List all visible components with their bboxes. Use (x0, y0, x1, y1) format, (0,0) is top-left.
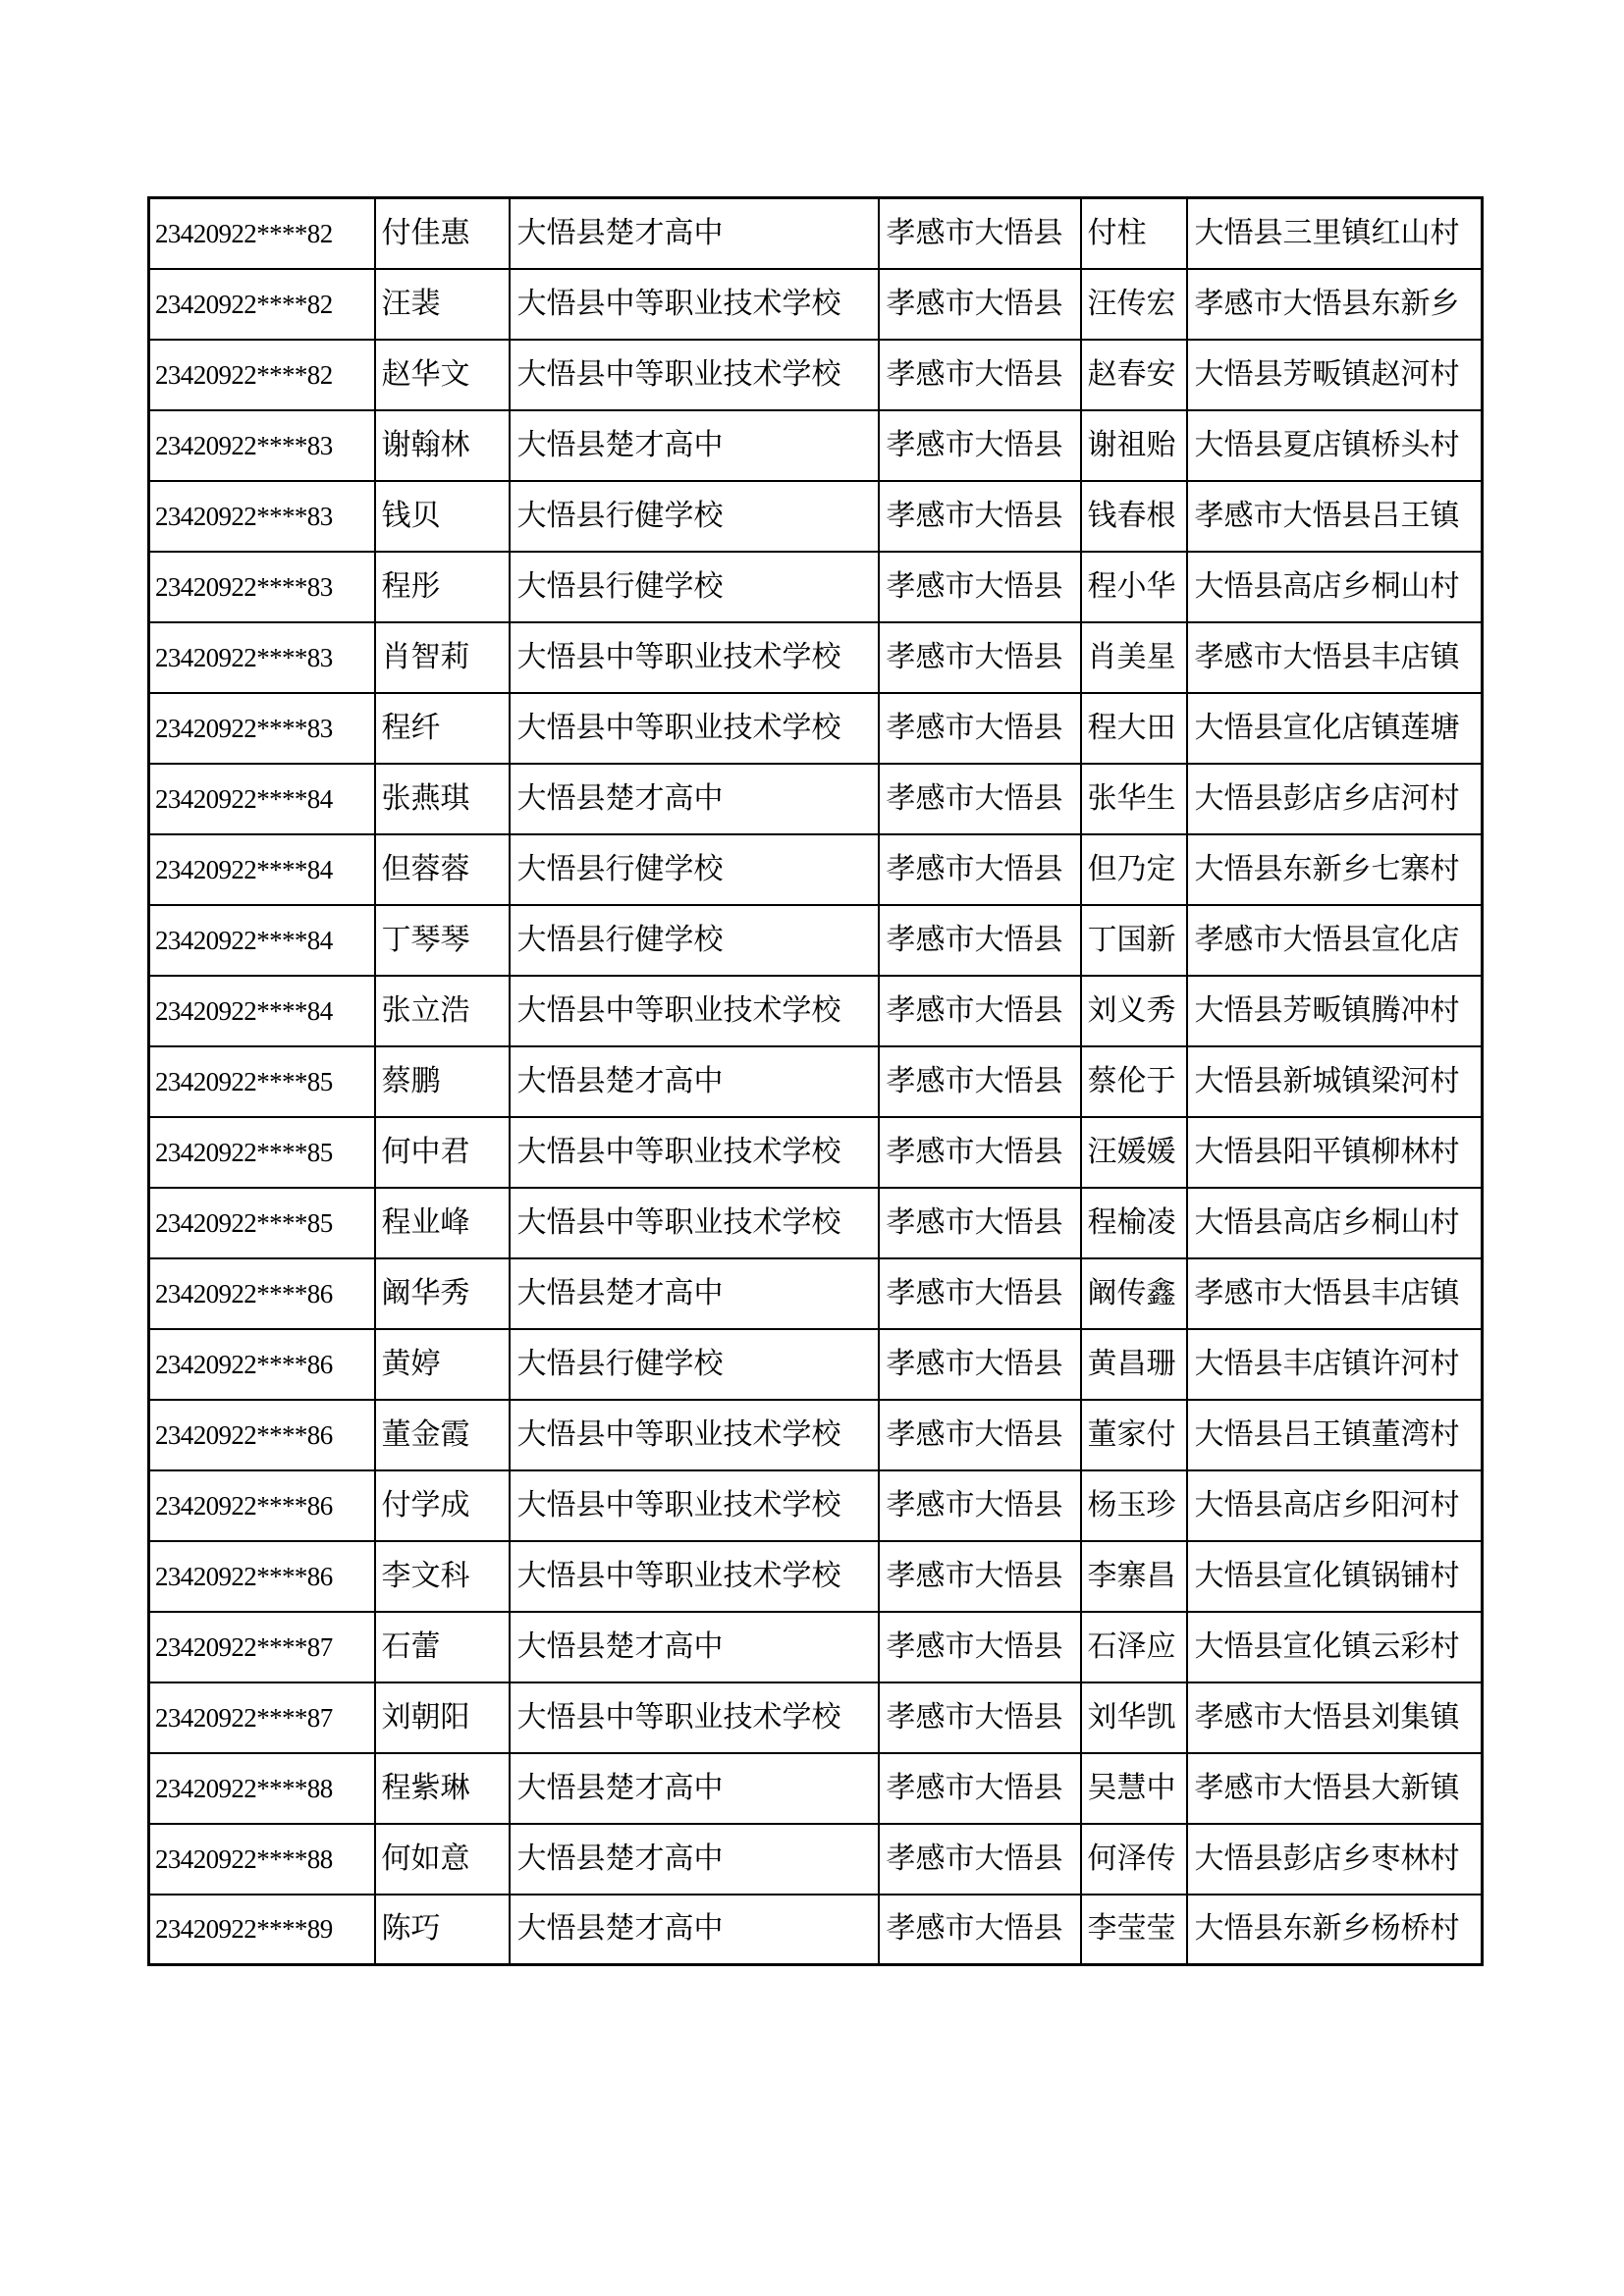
table-row (149, 1682, 1483, 1753)
table-row (149, 340, 1483, 410)
table-row (149, 410, 1483, 481)
table-row (149, 1329, 1483, 1400)
home-address-cell: 大悟县丰店镇许河村 (1187, 1329, 1483, 1400)
school-cell: 大悟县中等职业技术学校 (510, 269, 879, 340)
home-address-cell: 大悟县宣化店镇莲塘 (1187, 693, 1483, 764)
region-cell: 孝感市大悟县 (879, 410, 1081, 481)
student-id-cell: 23420922****87 (149, 1612, 375, 1682)
student-id-cell: 23420922****83 (149, 693, 375, 764)
guardian-name-cell: 程榆凌 (1081, 1188, 1187, 1258)
table-row (149, 834, 1483, 905)
student-name-cell: 付学成 (375, 1470, 510, 1541)
guardian-name-cell: 阚传鑫 (1081, 1258, 1187, 1329)
student-name-cell: 汪裴 (375, 269, 510, 340)
student-id-cell: 23420922****88 (149, 1753, 375, 1824)
guardian-name-cell: 刘华凯 (1081, 1682, 1187, 1753)
student-id-cell: 23420922****85 (149, 1188, 375, 1258)
guardian-name-cell: 汪媛媛 (1081, 1117, 1187, 1188)
region-cell: 孝感市大悟县 (879, 1612, 1081, 1682)
table-row (149, 1258, 1483, 1329)
guardian-name-cell: 李莹莹 (1081, 1895, 1187, 1965)
table-row (149, 481, 1483, 552)
home-address-cell: 大悟县彭店乡枣林村 (1187, 1824, 1483, 1895)
school-cell: 大悟县行健学校 (510, 834, 879, 905)
guardian-name-cell: 但乃定 (1081, 834, 1187, 905)
student-name-cell: 谢翰林 (375, 410, 510, 481)
home-address-cell: 大悟县彭店乡店河村 (1187, 764, 1483, 834)
student-id-cell: 23420922****88 (149, 1824, 375, 1895)
guardian-name-cell: 付柱 (1081, 198, 1187, 269)
region-cell: 孝感市大悟县 (879, 1753, 1081, 1824)
student-name-cell: 赵华文 (375, 340, 510, 410)
school-cell: 大悟县楚才高中 (510, 764, 879, 834)
student-id-cell: 23420922****85 (149, 1117, 375, 1188)
student-name-cell: 陈巧 (375, 1895, 510, 1965)
school-cell: 大悟县楚才高中 (510, 198, 879, 269)
region-cell: 孝感市大悟县 (879, 1541, 1081, 1612)
student-id-cell: 23420922****89 (149, 1895, 375, 1965)
region-cell: 孝感市大悟县 (879, 1258, 1081, 1329)
home-address-cell: 孝感市大悟县丰店镇 (1187, 1258, 1483, 1329)
guardian-name-cell: 吴慧中 (1081, 1753, 1187, 1824)
home-address-cell: 大悟县高店乡桐山村 (1187, 1188, 1483, 1258)
home-address-cell: 大悟县东新乡杨桥村 (1187, 1895, 1483, 1965)
table-row (149, 1470, 1483, 1541)
home-address-cell: 大悟县芳畈镇赵河村 (1187, 340, 1483, 410)
table-row (149, 905, 1483, 976)
student-name-cell: 蔡鹏 (375, 1046, 510, 1117)
student-name-cell: 张燕琪 (375, 764, 510, 834)
region-cell: 孝感市大悟县 (879, 905, 1081, 976)
student-name-cell: 程纤 (375, 693, 510, 764)
student-id-cell: 23420922****87 (149, 1682, 375, 1753)
home-address-cell: 大悟县新城镇梁河村 (1187, 1046, 1483, 1117)
home-address-cell: 孝感市大悟县宣化店 (1187, 905, 1483, 976)
guardian-name-cell: 丁国新 (1081, 905, 1187, 976)
table-row (149, 269, 1483, 340)
school-cell: 大悟县楚才高中 (510, 410, 879, 481)
table-row (149, 1117, 1483, 1188)
table-row (149, 1895, 1483, 1965)
guardian-name-cell: 董家付 (1081, 1400, 1187, 1470)
student-name-cell: 肖智莉 (375, 622, 510, 693)
guardian-name-cell: 肖美星 (1081, 622, 1187, 693)
student-name-cell: 董金霞 (375, 1400, 510, 1470)
home-address-cell: 孝感市大悟县丰店镇 (1187, 622, 1483, 693)
school-cell: 大悟县楚才高中 (510, 1824, 879, 1895)
guardian-name-cell: 石泽应 (1081, 1612, 1187, 1682)
region-cell: 孝感市大悟县 (879, 198, 1081, 269)
home-address-cell: 孝感市大悟县吕王镇 (1187, 481, 1483, 552)
table-row (149, 1046, 1483, 1117)
guardian-name-cell: 李寨昌 (1081, 1541, 1187, 1612)
school-cell: 大悟县楚才高中 (510, 1258, 879, 1329)
student-name-cell: 程业峰 (375, 1188, 510, 1258)
student-name-cell: 何如意 (375, 1824, 510, 1895)
region-cell: 孝感市大悟县 (879, 1824, 1081, 1895)
student-id-cell: 23420922****83 (149, 552, 375, 622)
region-cell: 孝感市大悟县 (879, 622, 1081, 693)
region-cell: 孝感市大悟县 (879, 552, 1081, 622)
school-cell: 大悟县中等职业技术学校 (510, 693, 879, 764)
table-body (149, 198, 1483, 1965)
student-id-cell: 23420922****86 (149, 1329, 375, 1400)
guardian-name-cell: 谢祖贻 (1081, 410, 1187, 481)
table-row (149, 693, 1483, 764)
student-name-cell: 黄婷 (375, 1329, 510, 1400)
home-address-cell: 大悟县夏店镇桥头村 (1187, 410, 1483, 481)
student-name-cell: 李文科 (375, 1541, 510, 1612)
student-name-cell: 程彤 (375, 552, 510, 622)
student-name-cell: 钱贝 (375, 481, 510, 552)
school-cell: 大悟县楚才高中 (510, 1612, 879, 1682)
guardian-name-cell: 汪传宏 (1081, 269, 1187, 340)
region-cell: 孝感市大悟县 (879, 764, 1081, 834)
table-row (149, 1753, 1483, 1824)
student-name-cell: 付佳惠 (375, 198, 510, 269)
table-row (149, 622, 1483, 693)
student-id-cell: 23420922****86 (149, 1258, 375, 1329)
region-cell: 孝感市大悟县 (879, 340, 1081, 410)
region-cell: 孝感市大悟县 (879, 269, 1081, 340)
student-id-cell: 23420922****83 (149, 622, 375, 693)
home-address-cell: 大悟县高店乡桐山村 (1187, 552, 1483, 622)
table-row (149, 1612, 1483, 1682)
student-name-cell: 何中君 (375, 1117, 510, 1188)
region-cell: 孝感市大悟县 (879, 1400, 1081, 1470)
home-address-cell: 大悟县三里镇红山村 (1187, 198, 1483, 269)
guardian-name-cell: 杨玉珍 (1081, 1470, 1187, 1541)
guardian-name-cell: 赵春安 (1081, 340, 1187, 410)
region-cell: 孝感市大悟县 (879, 976, 1081, 1046)
home-address-cell: 大悟县宣化镇云彩村 (1187, 1612, 1483, 1682)
guardian-name-cell: 蔡伦于 (1081, 1046, 1187, 1117)
region-cell: 孝感市大悟县 (879, 1682, 1081, 1753)
guardian-name-cell: 黄昌珊 (1081, 1329, 1187, 1400)
school-cell: 大悟县中等职业技术学校 (510, 1682, 879, 1753)
guardian-name-cell: 何泽传 (1081, 1824, 1187, 1895)
student-roster-table (147, 196, 1484, 1966)
table-row (149, 1188, 1483, 1258)
school-cell: 大悟县楚才高中 (510, 1895, 879, 1965)
student-name-cell: 石蕾 (375, 1612, 510, 1682)
student-id-cell: 23420922****84 (149, 976, 375, 1046)
student-id-cell: 23420922****86 (149, 1400, 375, 1470)
region-cell: 孝感市大悟县 (879, 1329, 1081, 1400)
student-id-cell: 23420922****84 (149, 834, 375, 905)
home-address-cell: 大悟县东新乡七寨村 (1187, 834, 1483, 905)
home-address-cell: 大悟县芳畈镇腾冲村 (1187, 976, 1483, 1046)
student-id-cell: 23420922****82 (149, 340, 375, 410)
school-cell: 大悟县楚才高中 (510, 1753, 879, 1824)
school-cell: 大悟县中等职业技术学校 (510, 622, 879, 693)
student-id-cell: 23420922****86 (149, 1470, 375, 1541)
table-row (149, 976, 1483, 1046)
table-row (149, 198, 1483, 269)
school-cell: 大悟县行健学校 (510, 552, 879, 622)
student-id-cell: 23420922****83 (149, 481, 375, 552)
home-address-cell: 大悟县阳平镇柳林村 (1187, 1117, 1483, 1188)
school-cell: 大悟县中等职业技术学校 (510, 340, 879, 410)
student-name-cell: 刘朝阳 (375, 1682, 510, 1753)
school-cell: 大悟县行健学校 (510, 905, 879, 976)
student-id-cell: 23420922****85 (149, 1046, 375, 1117)
home-address-cell: 孝感市大悟县大新镇 (1187, 1753, 1483, 1824)
region-cell: 孝感市大悟县 (879, 693, 1081, 764)
school-cell: 大悟县中等职业技术学校 (510, 976, 879, 1046)
table-row (149, 1824, 1483, 1895)
school-cell: 大悟县中等职业技术学校 (510, 1470, 879, 1541)
table-row (149, 1400, 1483, 1470)
school-cell: 大悟县行健学校 (510, 1329, 879, 1400)
student-aid-table-page (147, 196, 1481, 1966)
region-cell: 孝感市大悟县 (879, 1188, 1081, 1258)
home-address-cell: 大悟县高店乡阳河村 (1187, 1470, 1483, 1541)
student-id-cell: 23420922****82 (149, 269, 375, 340)
region-cell: 孝感市大悟县 (879, 481, 1081, 552)
student-id-cell: 23420922****82 (149, 198, 375, 269)
guardian-name-cell: 张华生 (1081, 764, 1187, 834)
student-name-cell: 阚华秀 (375, 1258, 510, 1329)
home-address-cell: 孝感市大悟县刘集镇 (1187, 1682, 1483, 1753)
home-address-cell: 孝感市大悟县东新乡 (1187, 269, 1483, 340)
student-id-cell: 23420922****84 (149, 905, 375, 976)
region-cell: 孝感市大悟县 (879, 1470, 1081, 1541)
region-cell: 孝感市大悟县 (879, 1117, 1081, 1188)
guardian-name-cell: 程小华 (1081, 552, 1187, 622)
student-name-cell: 丁琴琴 (375, 905, 510, 976)
student-name-cell: 程紫琳 (375, 1753, 510, 1824)
school-cell: 大悟县中等职业技术学校 (510, 1541, 879, 1612)
table-row (149, 764, 1483, 834)
student-id-cell: 23420922****84 (149, 764, 375, 834)
school-cell: 大悟县中等职业技术学校 (510, 1117, 879, 1188)
home-address-cell: 大悟县宣化镇锅铺村 (1187, 1541, 1483, 1612)
school-cell: 大悟县中等职业技术学校 (510, 1400, 879, 1470)
region-cell: 孝感市大悟县 (879, 1046, 1081, 1117)
guardian-name-cell: 钱春根 (1081, 481, 1187, 552)
student-id-cell: 23420922****83 (149, 410, 375, 481)
home-address-cell: 大悟县吕王镇董湾村 (1187, 1400, 1483, 1470)
table-row (149, 552, 1483, 622)
school-cell: 大悟县楚才高中 (510, 1046, 879, 1117)
region-cell: 孝感市大悟县 (879, 834, 1081, 905)
guardian-name-cell: 刘义秀 (1081, 976, 1187, 1046)
school-cell: 大悟县中等职业技术学校 (510, 1188, 879, 1258)
student-name-cell: 但蓉蓉 (375, 834, 510, 905)
student-id-cell: 23420922****86 (149, 1541, 375, 1612)
guardian-name-cell: 程大田 (1081, 693, 1187, 764)
region-cell: 孝感市大悟县 (879, 1895, 1081, 1965)
student-name-cell: 张立浩 (375, 976, 510, 1046)
school-cell: 大悟县行健学校 (510, 481, 879, 552)
table-row (149, 1541, 1483, 1612)
